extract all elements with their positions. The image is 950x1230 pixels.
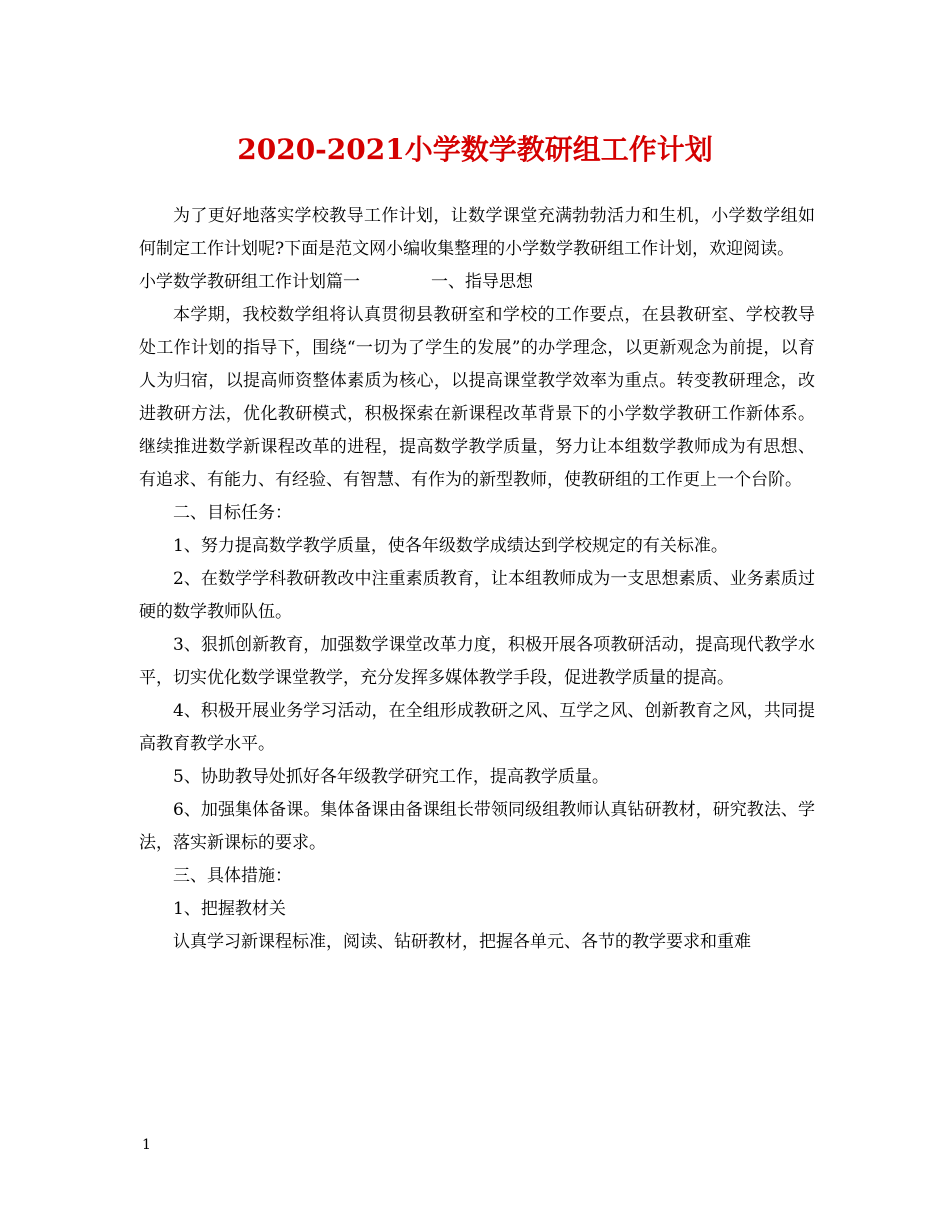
section-heading-line [139, 266, 815, 299]
section-heading-right: 一、指导思想 [431, 272, 533, 292]
goal-item-4: 4、积极开展业务学习活动，在全组形成教研之风、互学之风、创新教育之风，共同提高教育教学水平。 [139, 701, 815, 754]
goals-heading: 二、目标任务： [173, 503, 292, 523]
goal-item-3: 3、狠抓创新教育，加强数学课堂改革力度，积极开展各项教研活动，提高现代教学水平，切实优化数学课堂教学，充分发挥多媒体教学手段，促进教学质量的提高。 [139, 635, 815, 688]
intro-paragraph: 为了更好地落实学校教导工作计划，让数学课堂充满勃勃活力和生机，小学数学组如何制定工作计划呢?下面是范文网小编收集整理的小学数学教研组工作计划，欢迎阅读。 [139, 206, 815, 259]
goal-item-6: 6、加强集体备课。集体备课由备课组长带领同级组教师认真钻研教材，研究教法、学法，落实新课标的要求。 [139, 800, 815, 853]
measure-1-heading: 1、把握教材关 [173, 899, 286, 919]
measure-1-text: 认真学习新课程标准，阅读、钻研教材，把握各单元、各节的教学要求和重难 [173, 932, 751, 952]
guiding-thought-paragraph: 本学期，我校数学组将认真贯彻县教研室和学校的工作要点，在县教研室、学校教导处工作计划的指导下，围绕“一切为了学生的发展”的办学理念，以更新观念为前提，以育人为归宿，以提高师资整体素质为核心，以提高课堂教学效率为重点。转变教研理念，改进教研方法，优化教研模式，积极探索在新课程改革背景下的小学数学教研工作新体系。继续推进数学新课程改革的进程，提高数学教学质量，努力让本组数学教师成为有思想、有追求、有能力、有经验、有智慧、有作为的新型教师，使教研组的工作更上一个台阶。 [139, 305, 815, 490]
document-title: 2020-2021小学数学教研组工作计划 [237, 133, 713, 166]
goal-item-2: 2、在数学学科教研教改中注重素质教育，让本组教师成为一支思想素质、业务素质过硬的数学教师队伍。 [139, 569, 815, 622]
document-body [139, 200, 815, 959]
goal-item-5: 5、协助教导处抓好各年级教学研究工作，提高教学质量。 [173, 767, 609, 787]
goal-item-1: 1、努力提高数学教学质量，使各年级数学成绩达到学校规定的有关标准。 [173, 536, 728, 556]
section-heading-left: 小学数学教研组工作计划篇一 [139, 272, 360, 292]
measures-heading: 三、具体措施： [173, 866, 292, 886]
page-number: 1 [142, 1137, 151, 1153]
